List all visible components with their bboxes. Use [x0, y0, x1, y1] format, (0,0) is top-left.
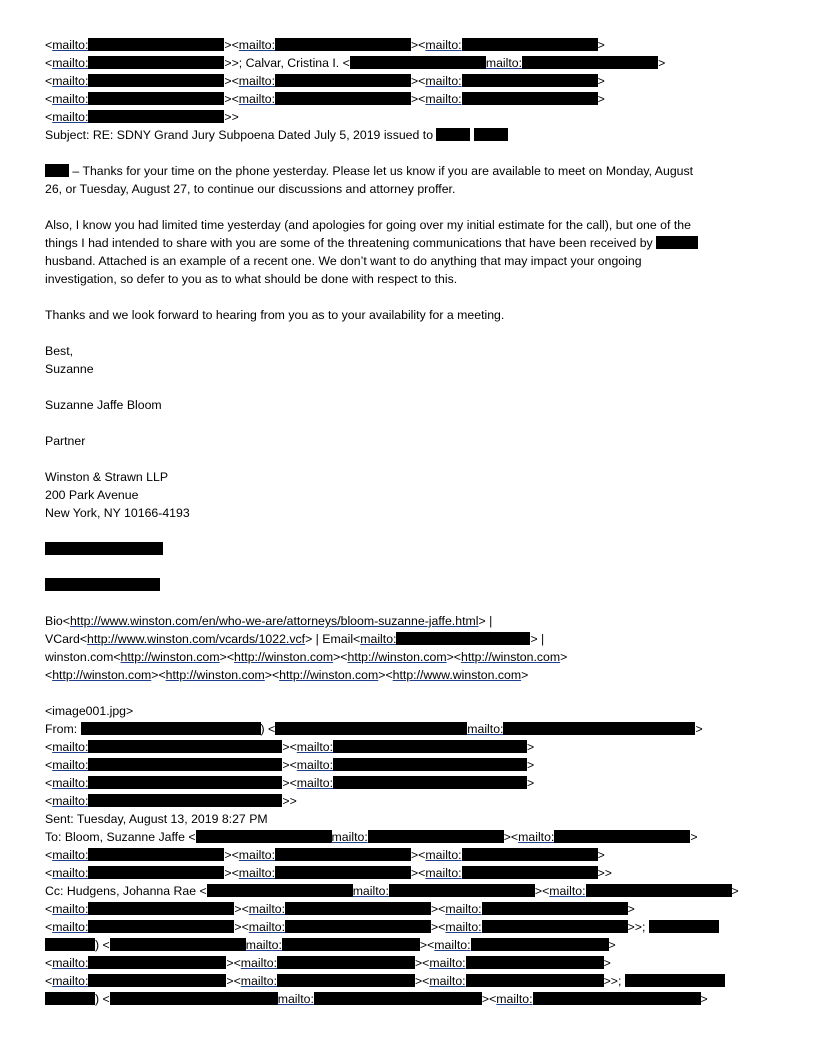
site-link[interactable]: http://www.winston.com — [392, 668, 522, 682]
mailto-link[interactable]: mailto: — [467, 722, 504, 736]
recipient-line: ) < mailto: ><mailto: > — [45, 990, 775, 1008]
redaction-box — [110, 938, 246, 951]
site-label: winston.com — [45, 650, 114, 664]
body-text: – Thanks for your time on the phone yesterday. Please let us know if you are available to meet on Monday, August — [72, 164, 694, 178]
redaction-box — [466, 956, 604, 969]
redaction-box — [462, 38, 598, 51]
to-label: To: Bloom, Suzanne Jaffe — [45, 830, 185, 844]
mailto-link[interactable]: mailto: — [331, 830, 368, 844]
redaction-box — [81, 722, 261, 735]
mailto-link[interactable]: mailto: — [240, 956, 277, 970]
redaction-box — [207, 884, 353, 897]
redaction-box — [275, 722, 467, 735]
redaction-box — [88, 92, 224, 105]
mailto-link[interactable]: mailto: — [429, 956, 466, 970]
redaction-box — [466, 974, 604, 987]
recipient-line: <mailto: ><mailto: ><mailto: >>; — [45, 918, 775, 936]
address-line: 200 Park Avenue — [45, 488, 139, 502]
mailto-link[interactable]: mailto: — [52, 758, 89, 772]
redaction-box — [282, 938, 420, 951]
redaction-box — [275, 866, 411, 879]
redaction-box — [522, 56, 658, 69]
bio-label: Bio — [45, 614, 63, 628]
redaction-box — [436, 128, 470, 141]
recipient-line: <mailto: >> — [45, 794, 297, 808]
redaction-box — [45, 578, 160, 591]
body-text: Thanks and we look forward to hearing from you as to your availability for a meeting. — [45, 308, 505, 322]
mailto-link[interactable]: mailto: — [425, 92, 462, 106]
mailto-link[interactable]: mailto: — [352, 884, 389, 898]
subject-text: Subject: RE: SDNY Grand Jury Subpoena Dated July 5, 2019 issued to — [45, 128, 434, 142]
redaction-box — [88, 920, 234, 933]
mailto-link[interactable]: mailto: — [549, 884, 586, 898]
mailto-link[interactable]: mailto: — [248, 902, 285, 916]
body-paragraph-line — [45, 270, 775, 288]
recipient-line: <mailto: ><mailto: ><mailto: > — [45, 956, 611, 970]
signature-links: Bio<http://www.winston.com/en/who-we-are/attorneys/bloom-suzanne-jaffe.html> | — [45, 614, 493, 628]
mailto-link[interactable]: mailto: — [296, 776, 333, 790]
mailto-link[interactable]: mailto: — [248, 920, 285, 934]
email-label: Email — [322, 632, 354, 646]
mailto-link[interactable]: mailto: — [52, 92, 89, 106]
recipient-line: <mailto: ><mailto: ><mailto: >>; — [45, 972, 775, 990]
recipient-line: <mailto: ><mailto: ><mailto: >> — [45, 866, 612, 880]
mailto-link[interactable]: mailto: — [52, 38, 89, 52]
redaction-box — [88, 956, 226, 969]
redaction-box — [196, 830, 332, 843]
redaction-box — [333, 776, 527, 789]
recipient-line: <mailto: ><mailto: ><mailto: > — [45, 848, 605, 862]
mailto-link[interactable]: mailto: — [52, 740, 89, 754]
from-line: From: ) < mailto: > — [45, 722, 703, 736]
redaction-box — [462, 848, 598, 861]
redaction-box — [389, 884, 535, 897]
mailto-link[interactable]: mailto: — [240, 974, 277, 988]
mailto-link[interactable]: mailto: — [496, 992, 533, 1006]
mailto-link[interactable]: mailto: — [52, 902, 89, 916]
redaction-box — [45, 164, 69, 177]
redaction-box — [275, 38, 411, 51]
mailto-link[interactable]: mailto: — [296, 740, 333, 754]
mailto-link[interactable]: mailto: — [296, 758, 333, 772]
image-reference: <image001.jpg> — [45, 704, 134, 718]
redaction-box — [482, 920, 628, 933]
mailto-link[interactable]: mailto: — [52, 110, 89, 124]
body-paragraph-line — [45, 162, 775, 180]
mailto-link[interactable]: mailto: — [238, 848, 275, 862]
redaction-box — [285, 920, 431, 933]
from-label: From: — [45, 722, 78, 736]
mailto-link[interactable]: mailto: — [425, 866, 462, 880]
email-document — [45, 36, 775, 1008]
redaction-box — [45, 992, 95, 1005]
bio-link[interactable]: http://www.winston.com/en/who-we-are/attorneys/bloom-suzanne-jaffe.html — [69, 614, 479, 628]
cc-line: Cc: Hudgens, Johanna Rae < mailto: ><mailto: > — [45, 884, 739, 898]
recipient-line: ) < mailto: ><mailto: > — [45, 936, 775, 954]
redaction-box — [333, 740, 527, 753]
recipient-line: <mailto: ><mailto: ><mailto: > — [45, 902, 635, 916]
site-link[interactable]: http://winston.com — [165, 668, 265, 682]
body-text: husband. Attached is an example of a recent one. We don’t want to do anything that may impact your ongoing — [45, 254, 642, 268]
redaction-box — [88, 848, 224, 861]
address-line: New York, NY 10166-4193 — [45, 506, 190, 520]
mailto-link[interactable]: mailto: — [360, 632, 397, 646]
site-link[interactable]: http://winston.com — [120, 650, 220, 664]
mailto-link[interactable]: mailto: — [434, 938, 471, 952]
closing: Best, — [45, 344, 74, 358]
redaction-box — [462, 92, 598, 105]
recipient-line: <mailto: >>; Calvar, Cristina I. < mailto: > — [45, 56, 666, 70]
recipient-line: <mailto: ><mailto: ><mailto: > — [45, 38, 605, 52]
mailto-link[interactable]: mailto: — [238, 38, 275, 52]
body-paragraph-line — [45, 306, 775, 324]
redaction-box — [275, 92, 411, 105]
redaction-box — [88, 56, 224, 69]
mailto-link[interactable]: mailto: — [52, 776, 89, 790]
site-link[interactable]: http://winston.com — [52, 668, 152, 682]
site-link[interactable]: http://winston.com — [234, 650, 334, 664]
redaction-box — [88, 776, 282, 789]
redaction-box — [45, 938, 95, 951]
redaction-box — [277, 974, 415, 987]
redaction-box — [474, 128, 508, 141]
mailto-link[interactable]: mailto: — [277, 992, 314, 1006]
redaction-box — [625, 974, 725, 987]
redaction-box — [350, 56, 486, 69]
redaction-box — [314, 992, 482, 1005]
recipient-line: <mailto: ><mailto: > — [45, 776, 535, 790]
mailto-link[interactable]: mailto: — [425, 848, 462, 862]
redaction-box — [586, 884, 732, 897]
body-text: 26, or Tuesday, August 27, to continue our discussions and attorney proffer. — [45, 182, 456, 196]
mailto-link[interactable]: mailto: — [52, 866, 89, 880]
mailto-link[interactable]: mailto: — [445, 902, 482, 916]
recipient-name: Calvar, Cristina I. — [245, 56, 340, 70]
recipient-line: <mailto: ><mailto: ><mailto: > — [45, 74, 605, 88]
recipient-line: <mailto: ><mailto: > — [45, 740, 535, 754]
redaction-box — [285, 902, 431, 915]
redaction-box — [275, 74, 411, 87]
site-link[interactable]: http://winston.com — [279, 668, 379, 682]
mailto-link[interactable]: mailto: — [425, 38, 462, 52]
mailto-link[interactable]: mailto: — [238, 74, 275, 88]
redaction-box — [471, 938, 609, 951]
body-text: things I had intended to share with you are some of the threatening communications that have been received by — [45, 236, 653, 250]
recipient-line: <mailto: ><mailto: ><mailto: > — [45, 92, 605, 106]
mailto-link[interactable]: mailto: — [52, 848, 89, 862]
vcard-link[interactable]: http://www.winston.com/vcards/1022.vcf — [87, 632, 306, 646]
redaction-box — [503, 722, 695, 735]
redaction-box — [110, 992, 278, 1005]
signature-links: VCard<http://www.winston.com/vcards/1022.vcf> | Email<mailto: > | — [45, 632, 545, 646]
body-paragraph-line — [45, 180, 775, 198]
firm-name: Winston & Strawn LLP — [45, 470, 169, 484]
signature-links: <http://winston.com><http://winston.com><http://winston.com><http://www.winston.com> — [45, 668, 529, 682]
mailto-link[interactable]: mailto: — [245, 938, 282, 952]
mailto-link[interactable]: mailto: — [445, 920, 482, 934]
redacted-contact — [45, 540, 775, 558]
mailto-link[interactable]: mailto: — [238, 866, 275, 880]
body-paragraph-line — [45, 252, 775, 270]
subject-line — [45, 126, 775, 144]
recipient-line: <mailto: ><mailto: > — [45, 758, 535, 772]
site-link[interactable]: http://winston.com — [347, 650, 447, 664]
redaction-box — [649, 920, 719, 933]
body-text: Also, I know you had limited time yesterday (and apologies for going over my initial estimate for the call), but one of the — [45, 218, 691, 232]
redaction-box — [277, 956, 415, 969]
redaction-box — [45, 542, 163, 555]
body-paragraph-line — [45, 216, 775, 234]
to-line: To: Bloom, Suzanne Jaffe < mailto: ><mailto: > — [45, 830, 698, 844]
signoff: Suzanne — [45, 362, 94, 376]
redaction-box — [88, 740, 282, 753]
sent-line: Sent: Tuesday, August 13, 2019 8:27 PM — [45, 812, 268, 826]
signature-title: Partner — [45, 434, 86, 448]
cc-label: Cc: Hudgens, Johanna Rae — [45, 884, 197, 898]
redaction-box — [88, 974, 226, 987]
redacted-contact — [45, 576, 775, 594]
mailto-link[interactable]: mailto: — [52, 974, 89, 988]
mailto-link[interactable]: mailto: — [238, 92, 275, 106]
redaction-box — [368, 830, 504, 843]
redaction-box — [656, 236, 698, 249]
signature-name: Suzanne Jaffe Bloom — [45, 398, 162, 412]
redaction-box — [88, 866, 224, 879]
mailto-link[interactable]: mailto: — [425, 74, 462, 88]
redaction-box — [482, 902, 628, 915]
redaction-box — [88, 74, 224, 87]
mailto-link[interactable]: mailto: — [52, 56, 89, 70]
mailto-link[interactable]: mailto: — [52, 920, 89, 934]
redaction-box — [88, 38, 224, 51]
redaction-box — [462, 866, 598, 879]
site-link[interactable]: http://winston.com — [460, 650, 561, 664]
mailto-link[interactable]: mailto: — [429, 974, 466, 988]
redaction-box — [88, 902, 234, 915]
mailto-link[interactable]: mailto: — [52, 794, 89, 808]
redaction-box — [88, 110, 224, 123]
redaction-box — [88, 794, 282, 807]
mailto-link[interactable]: mailto: — [52, 956, 89, 970]
redaction-box — [554, 830, 690, 843]
redaction-box — [533, 992, 701, 1005]
body-text: investigation, so defer to you as to what should be done with respect to this. — [45, 272, 458, 286]
vcard-label: VCard — [45, 632, 80, 646]
mailto-link[interactable]: mailto: — [485, 56, 523, 70]
signature-links: winston.com<http://winston.com><http://winston.com><http://winston.com><http://winston.com> — [45, 650, 568, 664]
redaction-box — [88, 758, 282, 771]
redaction-box — [275, 848, 411, 861]
redaction-box — [396, 632, 530, 645]
mailto-link[interactable]: mailto: — [52, 74, 89, 88]
redaction-box — [462, 74, 598, 87]
mailto-link[interactable]: mailto: — [518, 830, 555, 844]
recipient-line: <mailto: >> — [45, 110, 239, 124]
body-paragraph-line — [45, 234, 775, 252]
redaction-box — [333, 758, 527, 771]
